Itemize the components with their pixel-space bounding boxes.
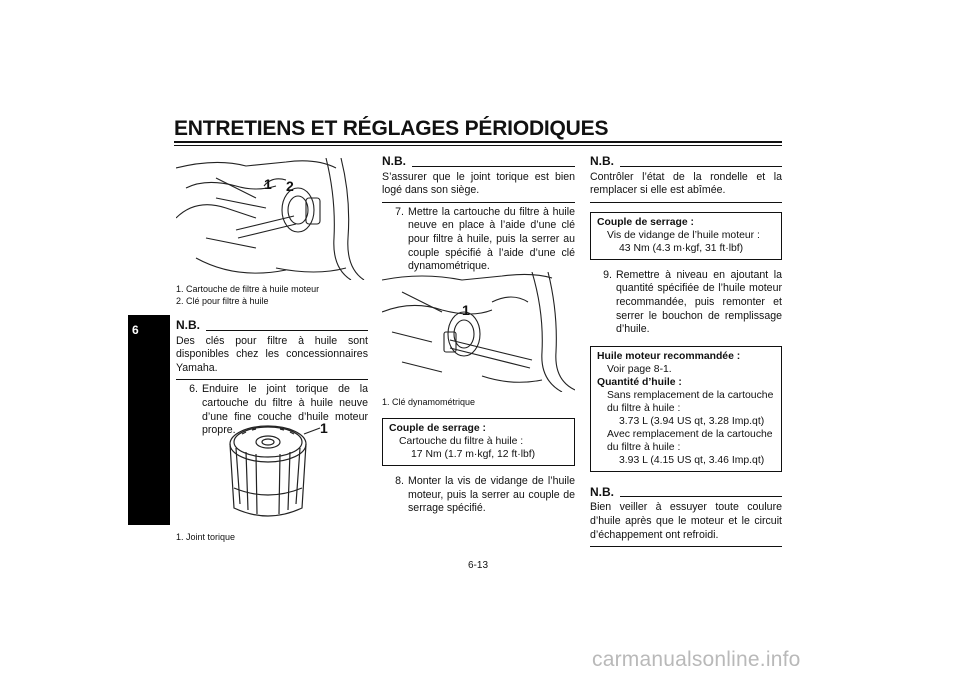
column-3 (590, 155, 782, 547)
qty-no-filter-line1: Sans remplacement de la cartouche (607, 389, 774, 401)
nb-text: Bien veiller à essuyer toute coulure d’huile après que le moteur et le circuit d’échappement ont refroidi. (590, 501, 782, 541)
step-number: 8. (395, 475, 404, 487)
nb-text: Des clés pour filtre à huile sont disponibles chez les concessionnaires Yamaha. (176, 334, 368, 374)
figure-captions (176, 283, 368, 307)
qty-no-filter-value: 3.73 L (3.94 US qt, 3.28 Imp.qt) (619, 415, 765, 427)
nb-label: N.B. (590, 154, 614, 168)
nb-heading (382, 155, 575, 169)
nb-heading (590, 486, 782, 500)
step-9 (590, 269, 782, 337)
step-text: Monter la vis de vidange de l’huile moteur, puis la serrer au couple de serrage spécifié. (408, 475, 575, 515)
page-title: ENTRETIENS ET RÉGLAGES PÉRIODIQUES (174, 117, 609, 140)
step-text: Remettre à niveau en ajoutant la quantité spécifiée de l’huile moteur recommandée, puis remonter et serrer le bouchon de remplissage d’huile. (616, 268, 782, 336)
box-value: 43 Nm (4.3 m·kgf, 31 ft·lbf) (619, 242, 744, 254)
nb-label: N.B. (176, 318, 200, 332)
title-rule-thin (174, 145, 782, 146)
oil-title: Huile moteur recommandée : (597, 350, 741, 362)
qty-filter-line1: Avec remplacement de la cartouche (607, 428, 773, 440)
callout-1: 1 (264, 176, 272, 192)
oil-filter-wrench-figure (176, 158, 368, 280)
caption-2: 2. Clé pour filtre à huile (176, 296, 269, 306)
nb-end-rule (590, 546, 782, 547)
box-line: Vis de vidange de l’huile moteur : (607, 229, 760, 241)
nb-end-rule (382, 202, 575, 203)
oil-ref: Voir page 8-1. (607, 363, 672, 375)
nb-end-rule (176, 379, 368, 380)
nb-end-rule (590, 202, 782, 203)
qty-filter-line2: du filtre à huile : (607, 441, 681, 453)
nb-text: Contrôler l’état de la rondelle et la remplacer si elle est abîmée. (590, 170, 782, 197)
step-8 (382, 475, 575, 516)
oil-spec-box (590, 346, 782, 472)
qty-filter-value: 3.93 L (4.15 US qt, 3.46 Imp.qt) (619, 454, 765, 466)
column-2 (382, 155, 575, 274)
step-text: Enduire le joint torique de la cartouche du filtre à huile neuve d’une fine couche d’huile moteur propre. (202, 383, 368, 437)
qty-no-filter-line2: du filtre à huile : (607, 402, 681, 414)
callout-2: 2 (286, 178, 294, 194)
step-number: 6. (189, 383, 198, 396)
box-line: Cartouche du filtre à huile : (399, 436, 524, 447)
chapter-number: 6 (132, 323, 139, 337)
torque-spec-box (382, 418, 575, 516)
qty-title: Quantité d’huile : (597, 376, 682, 388)
nb-label: N.B. (590, 484, 614, 499)
nb-label: N.B. (382, 154, 406, 168)
step-number: 7. (395, 205, 404, 218)
torque-wrench-figure (382, 272, 575, 392)
torque-spec-box (590, 212, 782, 260)
callout-1: 1 (320, 420, 328, 436)
watermark: carmanualsonline.info (592, 648, 801, 671)
nb-heading (176, 319, 368, 333)
step-text: Mettre la cartouche du filtre à huile neuve en place à l’aide d’une clé pour filtre à huile, puis la serrer au couple spécifié à l’aide d’une clé dynamométrique. (408, 205, 575, 273)
caption-1: 1. Cartouche de filtre à huile moteur (176, 284, 320, 294)
box-title: Couple de serrage : (597, 216, 695, 228)
torque-wrench-caption: 1. Clé dynamométrique (382, 397, 476, 407)
nb-heading (590, 155, 782, 169)
callout-1: 1 (462, 302, 470, 318)
oil-filter-cartridge-figure (222, 418, 322, 528)
step-7 (382, 206, 575, 274)
o-ring-caption: 1. Joint torique (176, 532, 236, 542)
page-number: 6-13 (468, 560, 489, 571)
nb-text: S’assurer que le joint torique est bien logé dans son siège. (382, 170, 575, 197)
box-value: 17 Nm (1.7 m·kgf, 12 ft·lbf) (411, 449, 536, 460)
title-rule (174, 141, 782, 143)
step-number: 9. (603, 268, 612, 281)
chapter-tab (128, 315, 170, 525)
box-title: Couple de serrage : (389, 423, 487, 434)
